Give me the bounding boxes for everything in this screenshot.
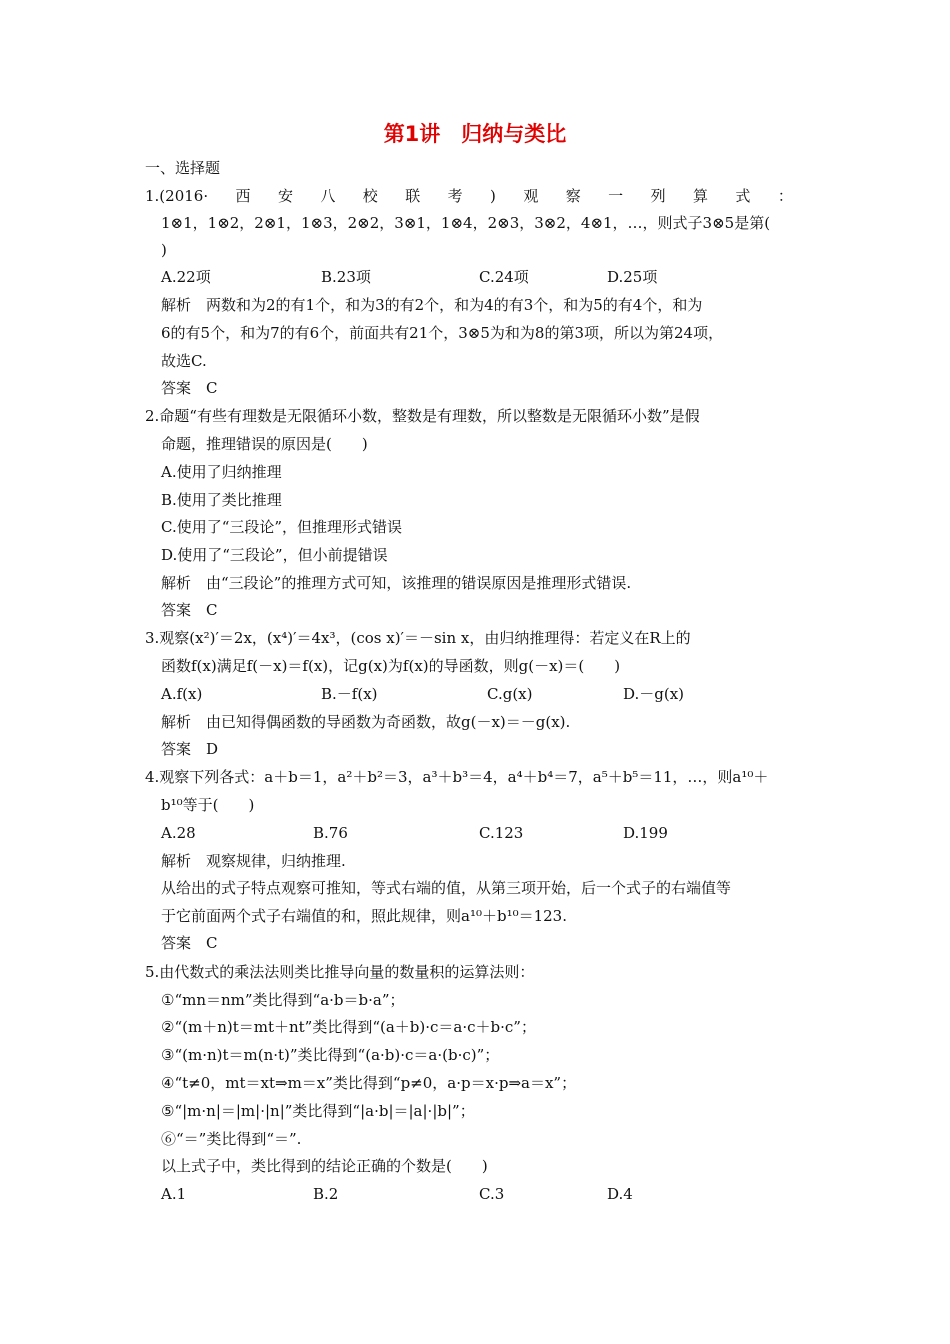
q2-stem-line1: 2.命题“有些有理数是无限循环小数，整数是有理数，所以整数是无限循环小数”是假 bbox=[145, 407, 700, 425]
q3-analysis: 解析 由已知得偶函数的导函数为奇函数，故g(－x)＝－g(x). bbox=[161, 713, 571, 731]
q1-stem-part: 算 bbox=[693, 187, 709, 205]
q1-stem-part: 观 bbox=[523, 187, 539, 205]
q5-item-4: ④“t≠0，mt＝xt⇒m＝x”类比得到“p≠0，a·p＝x·p⇒a＝x”； bbox=[161, 1074, 577, 1092]
q3-option-b: B.－f(x) bbox=[321, 685, 378, 703]
q3-option-a: A.f(x) bbox=[161, 685, 203, 703]
q2-answer: 答案 C bbox=[161, 601, 218, 619]
q1-analysis-line2: 6的有5个，和为7的有6个，前面共有21个，3⊗5为和为8的第3项，所以为第24项， bbox=[161, 324, 724, 342]
q4-option-d: D.199 bbox=[623, 824, 668, 842]
q3-option-d: D.－g(x) bbox=[623, 685, 685, 703]
q2-option-a: A.使用了归纳推理 bbox=[161, 463, 282, 481]
q1-stem-line1 bbox=[145, 186, 793, 206]
q1-stem-part: 1.(2016· bbox=[145, 187, 209, 205]
q3-answer: 答案 D bbox=[161, 740, 219, 758]
q5-question: 以上式子中，类比得到的结论正确的个数是( ) bbox=[161, 1157, 488, 1175]
q2-option-d: D.使用了“三段论”，但小前提错误 bbox=[161, 546, 388, 564]
q1-stem-line2: 1⊗1，1⊗2，2⊗1，1⊗3，2⊗2，3⊗1，1⊗4，2⊗3，3⊗2，4⊗1，…，则式子3⊗5是第( bbox=[161, 214, 771, 232]
q1-stem-line3: ) bbox=[161, 241, 167, 259]
q2-analysis: 解析 由“三段论”的推理方式可知，该推理的错误原因是推理形式错误. bbox=[161, 574, 632, 592]
q1-stem-part: 考 bbox=[447, 187, 463, 205]
q4-stem-line2: b¹⁰等于( ) bbox=[161, 796, 255, 814]
q5-item-6: ⑥“＝”类比得到“＝”. bbox=[161, 1130, 302, 1148]
q4-analysis-line1: 解析 观察规律，归纳推理. bbox=[161, 852, 346, 870]
q1-analysis-line3: 故选C. bbox=[161, 352, 207, 370]
q4-option-a: A.28 bbox=[161, 824, 196, 842]
q5-item-3: ③“(m·n)t＝m(n·t)”类比得到“(a·b)·c＝a·(b·c)”； bbox=[161, 1046, 500, 1064]
q5-item-2: ②“(m＋n)t＝mt＋nt”类比得到“(a＋b)·c＝a·c＋b·c”； bbox=[161, 1018, 536, 1036]
q1-option-a: A.22项 bbox=[161, 268, 211, 286]
q5-option-b: B.2 bbox=[313, 1185, 339, 1203]
q4-analysis-line2: 从给出的式子特点观察可推知，等式右端的值，从第三项开始，后一个式子的右端值等 bbox=[161, 879, 732, 897]
q5-option-a: A.1 bbox=[161, 1185, 187, 1203]
q4-answer: 答案 C bbox=[161, 934, 218, 952]
q1-stem-part: 察 bbox=[565, 187, 581, 205]
q2-option-c: C.使用了“三段论”，但推理形式错误 bbox=[161, 518, 403, 536]
q3-stem-line2: 函数f(x)满足f(－x)＝f(x)，记g(x)为f(x)的导函数，则g(－x)＝( ) bbox=[161, 657, 621, 675]
q1-option-d: D.25项 bbox=[607, 268, 658, 286]
q1-stem-part: 式 bbox=[735, 187, 751, 205]
q1-stem-part: 八 bbox=[320, 187, 336, 205]
q4-stem-line1: 4.观察下列各式：a＋b＝1，a²＋b²＝3，a³＋b³＝4，a⁴＋b⁴＝7，a⁵＋b⁵＝11，…，则a¹⁰＋ bbox=[145, 768, 769, 786]
page-title: 第1讲 归纳与类比 bbox=[383, 122, 567, 146]
q4-option-b: B.76 bbox=[313, 824, 348, 842]
q1-stem-part: ) bbox=[490, 187, 496, 205]
q1-stem-part: 联 bbox=[405, 187, 421, 205]
q2-stem-line2: 命题，推理错误的原因是( ) bbox=[161, 435, 368, 453]
q5-option-d: D.4 bbox=[607, 1185, 633, 1203]
q3-option-c: C.g(x) bbox=[487, 685, 533, 703]
q1-option-b: B.23项 bbox=[321, 268, 371, 286]
q1-stem-part: 西 bbox=[235, 187, 251, 205]
q1-stem-part: 校 bbox=[362, 187, 378, 205]
q5-item-1: ①“mn＝nm”类比得到“a·b＝b·a”； bbox=[161, 991, 405, 1009]
q1-stem-part: 列 bbox=[650, 187, 666, 205]
q5-stem-line1: 5.由代数式的乘法法则类比推导向量的数量积的运算法则： bbox=[145, 963, 535, 981]
q1-stem-part: 安 bbox=[277, 187, 293, 205]
q5-item-5: ⑤“|m·n|＝|m|·|n|”类比得到“|a·b|＝|a|·|b|”； bbox=[161, 1102, 475, 1120]
q1-analysis-line1: 解析 两数和为2的有1个，和为3的有2个，和为4的有3个，和为5的有4个，和为 bbox=[161, 296, 703, 314]
q4-analysis-line3: 于它前面两个式子右端值的和，照此规律，则a¹⁰＋b¹⁰＝123. bbox=[161, 907, 567, 925]
q1-stem-part: 一 bbox=[608, 187, 624, 205]
q5-option-c: C.3 bbox=[479, 1185, 505, 1203]
q1-option-c: C.24项 bbox=[479, 268, 529, 286]
q4-option-c: C.123 bbox=[479, 824, 524, 842]
q2-option-b: B.使用了类比推理 bbox=[161, 491, 282, 509]
q3-stem-line1: 3.观察(x²)′＝2x，(x⁴)′＝4x³，(cos x)′＝－sin x，由归纳推理得：若定义在R上的 bbox=[145, 629, 691, 647]
q1-answer: 答案 C bbox=[161, 379, 218, 397]
q1-stem-part: ： bbox=[777, 187, 793, 205]
section-heading: 一、选择题 bbox=[145, 159, 221, 177]
